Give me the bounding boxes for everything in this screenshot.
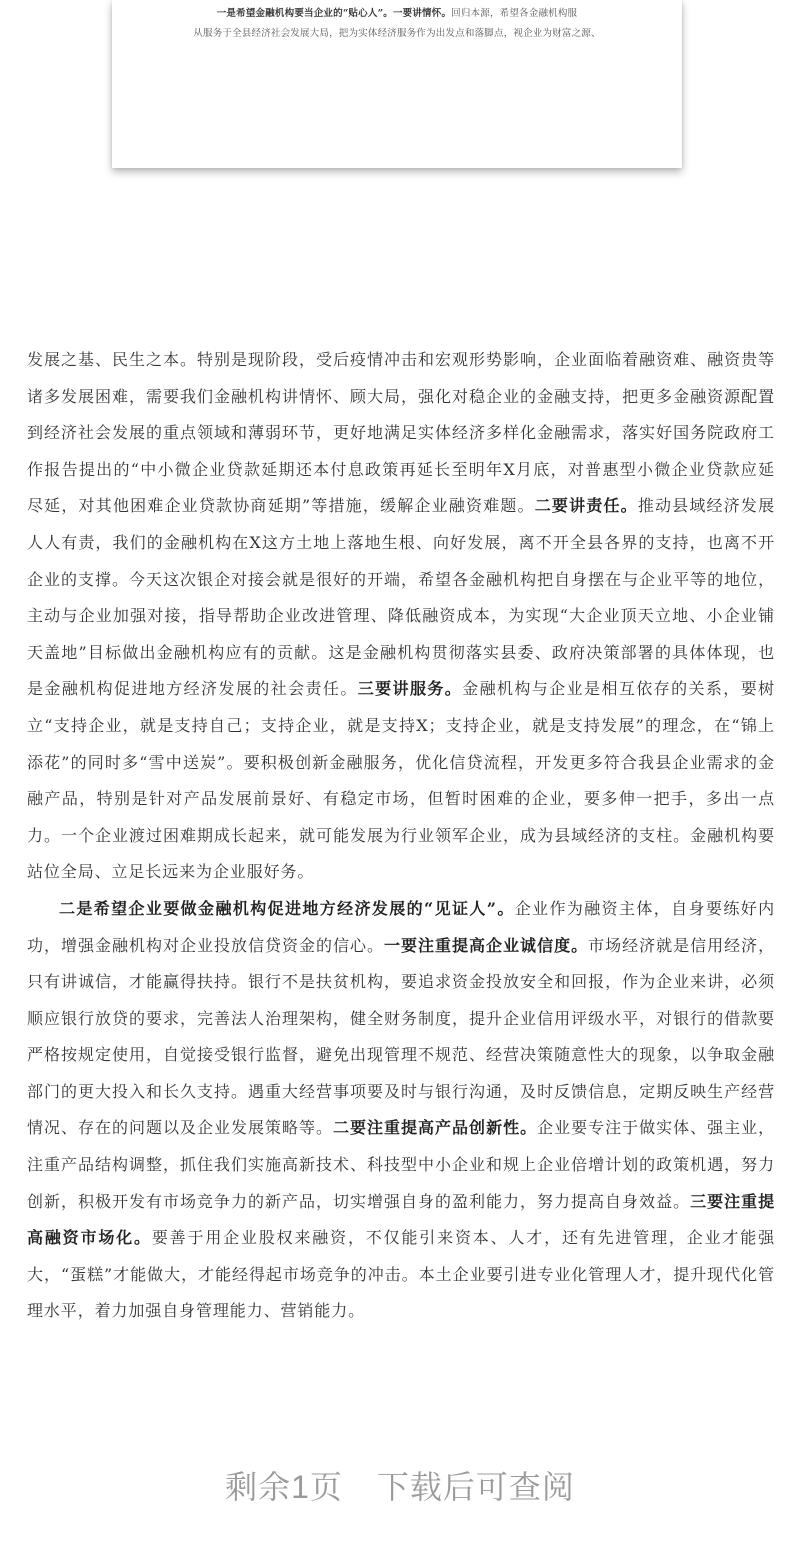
preview-text bbox=[112, 4, 682, 44]
paragraph-text: 金融机构与企业是相互依存的关系，要树立“支持企业，就是支持自己；支持企业，就是支持X；支持企业，就是支持发展”的理念，在“锦上添花”的同时多“雪中送炭”。要积极创新金融服务，优化信贷流程，开发更多符合我县企业需求的金融产品，特别是针对产品发展前景好、有稳定市场，但暂时困难的企业，要多伸一把手，多出一点力。一个企业渡过困难期成长起来，就可能发展为行业领军企业，成为县域经济的支柱。金融机构要站位全局、立足长远来为企业服好务。 bbox=[27, 679, 776, 882]
preview-heading: 一是希望金融机构要当企业的“贴心人”。一要讲情怀。 bbox=[216, 8, 452, 19]
bold-heading-service: 三要讲服务。 bbox=[357, 679, 463, 699]
paragraph-text: 市场经济就是信用经济，只有讲诚信，才能赢得扶持。银行不是扶贫机构，要追求资金投放安全和回报，作为企业来讲，必须顺应银行放贷的要求，完善法人治理架构，健全财务制度，提升企业信用评级水平，对银行的借款要严格按规定使用，自觉接受银行监督，避免出现管理不规范、经营决策随意性大的现象，以争取金融部门的更大投入和长久支持。遇重大经营事项要及时与银行沟通，及时反馈信息，定期反映生产经营情况、存在的问题以及企业发展策略等。 bbox=[27, 935, 775, 1138]
preview-page-card bbox=[112, 0, 682, 168]
paragraph-text: 企业作为融资主体，自身要练好内功，增强金融机构对企业投放信贷资金的信心。 bbox=[27, 898, 775, 955]
paragraph-text: 推动县域经济发展人人有责，我们的金融机构在X这方土地上落地生根、向好发展，离不开全县各界的支持，也离不开企业的支撑。今天这次银企对接会就是很好的开端，希望各金融机构把自身摆在与企业平等的地位，主动与企业加强对接，指导帮助企业改进管理、降低融资成本，为实现“大企业顶天立地、小企业铺天盖地”目标做出金融机构应有的贡献。这是金融机构贯彻落实县委、政府决策部署的具体体现，也是金融机构促进地方经济发展的社会责任。 bbox=[27, 496, 775, 699]
paragraph-text: 企业要专注于做实体、强主业，注重产品结构调整，抓住我们实施高新技术、科技型中小企业和规上企业倍增计划的政策机遇，努力创新，积极开发有市场竞争力的新产品，切实增强自身的盈利能力，努力提高自身效益。 bbox=[27, 1118, 776, 1211]
bold-heading-innovation: 二要注重提高产品创新性。 bbox=[333, 1118, 538, 1138]
download-to-view-label: 下载后可查阅 bbox=[376, 1469, 575, 1505]
document-body bbox=[27, 342, 775, 1330]
bold-heading-responsibility: 二要讲责任。 bbox=[534, 496, 638, 516]
bold-heading-integrity: 一要注重提高企业诚信度。 bbox=[384, 935, 589, 955]
bold-heading-witness: 二是希望企业要做金融机构促进地方经济发展的“见证人”。 bbox=[59, 898, 515, 918]
paragraph-2 bbox=[27, 891, 775, 1330]
bold-heading-financing: 三要注重提高融资市场化。 bbox=[27, 1191, 775, 1248]
remaining-pages-label: 剩余1页 bbox=[225, 1469, 343, 1505]
paragraph-text: 发展之基、民生之本。特别是现阶段，受后疫情冲击和宏观形势影响，企业面临着融资难、融资贵等诸多发展困难，需要我们金融机构讲情怀、顾大局，强化对稳企业的金融支持，把更多金融资源配置到经济社会发展的重点领域和薄弱环节，更好地满足实体经济多样化金融需求，落实好国务院政府工作报告提出的“中小微企业贷款延期还本付息政策再延长至明年X月底，对普惠型小微企业贷款应延尽延，对其他困难企业贷款协商延期”等措施，缓解企业融资难题。 bbox=[27, 350, 775, 516]
remaining-pages-notice[interactable] bbox=[0, 1462, 800, 1508]
preview-line-1-rest: 回归本源，希望各金融机构服 bbox=[451, 8, 578, 19]
preview-line-1 bbox=[142, 4, 652, 24]
paragraph-1 bbox=[27, 342, 775, 891]
paragraph-text: 要善于用企业股权来融资，不仅能引来资本、人才，还有先进管理，企业才能强大，“蛋糕”才能做大，才能经得起市场竞争的冲击。本土企业要引进专业化管理人才，提升现代化管理水平，着力加强自身管理能力、营销能力。 bbox=[27, 1228, 775, 1321]
preview-line-2: 从服务于全县经济社会发展大局，把为实体经济服务作为出发点和落脚点，视企业为财富之源、 bbox=[193, 28, 601, 39]
